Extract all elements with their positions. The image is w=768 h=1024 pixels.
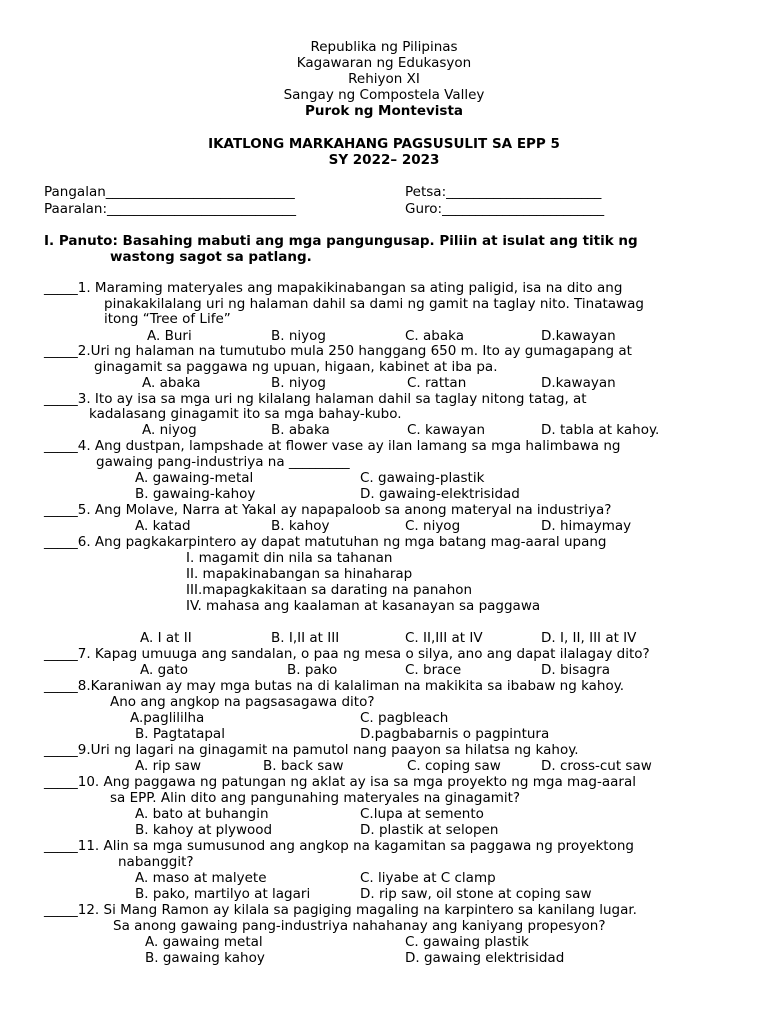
question-2-text: _____2.Uri ng halaman na tumutubo mula 250 hanggang 650 m. Ito ay gumagapang at xyxy=(44,343,632,359)
q7-choice-a: A. gato xyxy=(140,662,188,678)
q10-choice-d: D. plastik at selopen xyxy=(360,822,499,838)
instruction-line-1: I. Panuto: Basahing mabuti ang mga pangungusap. Piliin at isulat ang titik ng xyxy=(44,233,638,249)
question-11-text-2: nabanggit? xyxy=(118,854,194,870)
header-district: Purok ng Montevista xyxy=(304,103,464,119)
q6-item-2: II. mapakinabangan sa hinaharap xyxy=(186,566,413,582)
q2-choice-c: C. rattan xyxy=(407,375,467,391)
question-3-text: _____3. Ito ay isa sa mga uri ng kilalang halaman dahil sa taglay nitong tatag, at xyxy=(44,391,587,407)
question-10-text-2: sa EPP. Alin dito ang pangunahing materyales na ginagamit? xyxy=(110,790,521,806)
school-year: SY 2022– 2023 xyxy=(328,152,440,168)
q5-choice-d: D. himaymay xyxy=(541,518,632,534)
q7-choice-c: C. brace xyxy=(405,662,462,678)
q3-choice-b: B. abaka xyxy=(271,422,330,438)
q6-item-3: III.mapagkakitaan sa darating na panahon xyxy=(186,582,473,598)
question-1-text: _____1. Maraming materyales ang mapakikinabangan sa ating paligid, isa na dito ang xyxy=(44,280,623,296)
q10-choice-c: C.lupa at semento xyxy=(360,806,484,822)
q12-choice-a: A. gawaing metal xyxy=(145,934,263,950)
question-9-text: _____9.Uri ng lagari na ginagamit na pamutol nang paayon sa hilatsa ng kahoy. xyxy=(44,742,579,758)
q12-choice-c: C. gawaing plastik xyxy=(405,934,529,950)
question-1-text-3: itong “Tree of Life” xyxy=(104,311,231,327)
instruction-line-2: wastong sagot sa patlang. xyxy=(110,249,312,265)
q9-choice-c: C. coping saw xyxy=(407,758,501,774)
question-8-text: _____8.Karaniwan ay may mga butas na di kalaliman na makikita sa ibabaw ng kahoy. xyxy=(44,678,625,694)
question-12-text-2: Sa anong gawaing pang-industriya nahahanay ang kaniyang propesyon? xyxy=(113,918,606,934)
question-4-text-2: gawaing pang-industriya na _________ xyxy=(96,454,350,470)
q8-choice-b: B. Pagtatapal xyxy=(135,726,225,742)
q7-choice-d: D. bisagra xyxy=(541,662,610,678)
q6-choice-d: D. I, II, III at IV xyxy=(541,630,637,646)
q5-choice-a: A. katad xyxy=(135,518,191,534)
q12-choice-d: D. gawaing elektrisidad xyxy=(405,950,565,966)
q6-item-4: IV. mahasa ang kaalaman at kasanayan sa paggawa xyxy=(186,598,541,614)
q10-choice-a: A. bato at buhangin xyxy=(135,806,269,822)
q11-choice-b: B. pako, martilyo at lagari xyxy=(135,886,311,902)
header-department: Kagawaran ng Edukasyon xyxy=(296,55,472,71)
q4-choice-c: C. gawaing-plastik xyxy=(360,470,485,486)
q3-choice-a: A. niyog xyxy=(142,422,197,438)
q5-choice-c: C. niyog xyxy=(405,518,461,534)
q2-choice-a: A. abaka xyxy=(142,375,201,391)
q10-choice-b: B. kahoy at plywood xyxy=(135,822,273,838)
q6-choice-b: B. I,II at III xyxy=(271,630,340,646)
q7-choice-b: B. pako xyxy=(287,662,338,678)
question-8-text-2: Ano ang angkop na pagsasagawa dito? xyxy=(110,694,375,710)
q4-choice-b: B. gawaing-kahoy xyxy=(135,486,256,502)
q2-choice-b: B. niyog xyxy=(271,375,326,391)
question-12-text: _____12. Si Mang Ramon ay kilala sa pagiging magaling na karpintero sa kanilang lugar. xyxy=(44,902,637,918)
q3-choice-c: C. kawayan xyxy=(407,422,485,438)
q1-choice-a: A. Buri xyxy=(147,328,192,344)
q9-choice-b: B. back saw xyxy=(263,758,344,774)
q12-choice-b: B. gawaing kahoy xyxy=(145,950,265,966)
header-division: Sangay ng Compostela Valley xyxy=(283,87,485,103)
q8-choice-c: C. pagbleach xyxy=(360,710,449,726)
school-field[interactable]: Paaralan:____________________________ xyxy=(44,201,297,217)
q11-choice-a: A. maso at malyete xyxy=(135,870,267,886)
teacher-field[interactable]: Guro:________________________ xyxy=(405,201,605,217)
q8-choice-d: D.pagbabarnis o pagpintura xyxy=(360,726,550,742)
q5-choice-b: B. kahoy xyxy=(271,518,330,534)
exam-title: IKATLONG MARKAHANG PAGSUSULIT SA EPP 5 xyxy=(208,136,560,152)
header-region: Rehiyon XI xyxy=(348,71,420,87)
q1-choice-c: C. abaka xyxy=(405,328,464,344)
question-2-text-2: ginagamit sa paggawa ng upuan, higaan, kabinet at iba pa. xyxy=(94,359,498,375)
question-1-text-2: pinakakilalang uri ng halaman dahil sa dami ng gamit na taglay nito. Tinatawag xyxy=(104,296,644,312)
name-field[interactable]: Pangalan____________________________ xyxy=(44,184,295,200)
q8-choice-a: A.paglililha xyxy=(130,710,205,726)
q2-choice-d: D.kawayan xyxy=(541,375,616,391)
header-republic: Republika ng Pilipinas xyxy=(310,39,458,55)
q11-choice-c: C. liyabe at C clamp xyxy=(360,870,496,886)
q9-choice-a: A. rip saw xyxy=(135,758,202,774)
q3-choice-d: D. tabla at kahoy. xyxy=(541,422,660,438)
q4-choice-d: D. gawaing-elektrisidad xyxy=(360,486,520,502)
q1-choice-d: D.kawayan xyxy=(541,328,616,344)
q6-item-1: I. magamit din nila sa tahanan xyxy=(186,550,393,566)
question-7-text: _____7. Kapag umuuga ang sandalan, o paa ng mesa o silya, ano ang dapat ilalagay dito? xyxy=(44,646,650,662)
question-6-text: _____6. Ang pagkakarpintero ay dapat matutuhan ng mga batang mag-aaral upang xyxy=(44,534,607,550)
q11-choice-d: D. rip saw, oil stone at coping saw xyxy=(360,886,592,902)
question-4-text: _____4. Ang dustpan, lampshade at flower vase ay ilan lamang sa mga halimbawa ng xyxy=(44,438,621,454)
q4-choice-a: A. gawaing-metal xyxy=(135,470,254,486)
question-5-text: _____5. Ang Molave, Narra at Yakal ay napapaloob sa anong materyal na industriya? xyxy=(44,502,612,518)
date-field[interactable]: Petsa:_______________________ xyxy=(405,184,602,200)
q1-choice-b: B. niyog xyxy=(271,328,326,344)
question-10-text: _____10. Ang paggawa ng patungan ng aklat ay isa sa mga proyekto ng mga mag-aaral xyxy=(44,774,636,790)
q9-choice-d: D. cross-cut saw xyxy=(541,758,652,774)
question-3-text-2: kadalasang ginagamit ito sa mga bahay-kubo. xyxy=(89,406,402,422)
q6-choice-c: C. II,III at IV xyxy=(405,630,483,646)
question-11-text: _____11. Alin sa mga sumusunod ang angkop na kagamitan sa paggawa ng proyektong xyxy=(44,838,634,854)
q6-choice-a: A. I at II xyxy=(140,630,192,646)
